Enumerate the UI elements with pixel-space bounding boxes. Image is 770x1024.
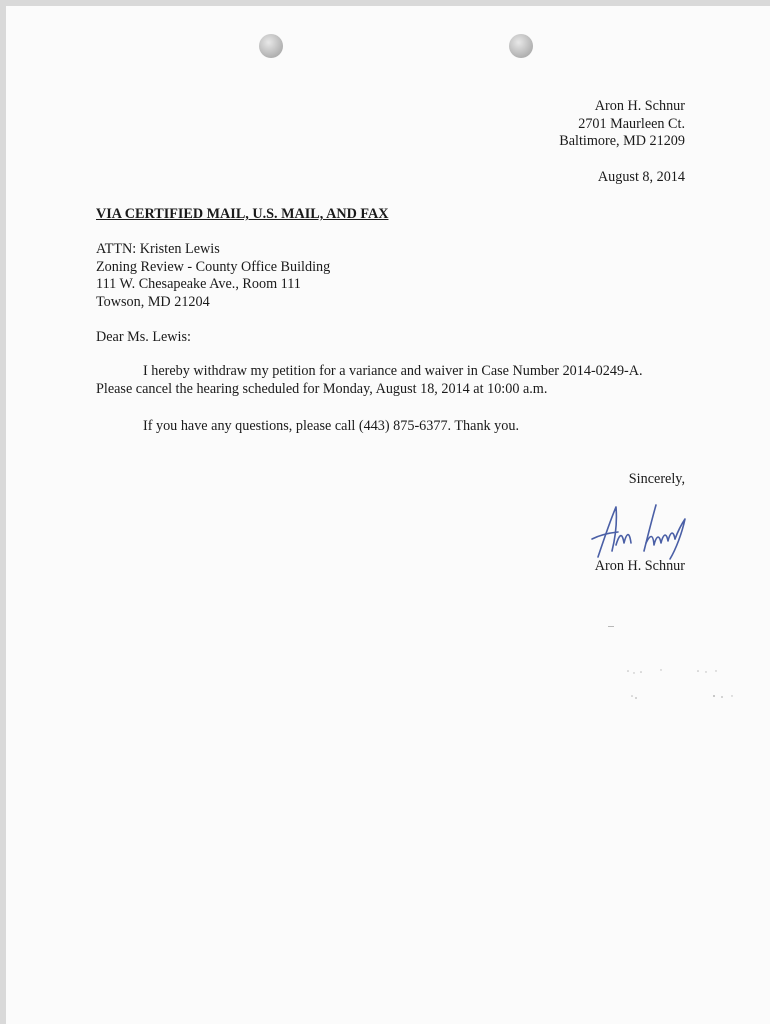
recipient-office: Zoning Review - County Office Building bbox=[96, 258, 331, 275]
signer-name: Aron H. Schnur bbox=[594, 558, 685, 574]
letter-page bbox=[6, 6, 770, 1024]
recipient-address bbox=[96, 241, 330, 311]
sender-city: Baltimore, MD 21209 bbox=[559, 133, 685, 150]
sender-address bbox=[559, 98, 685, 186]
sender-street: 2701 Maurleen Ct. bbox=[578, 115, 685, 132]
delivery-heading: VIA CERTIFIED MAIL, U.S. MAIL, AND FAX bbox=[96, 206, 389, 222]
handwritten-signature bbox=[586, 499, 696, 561]
recipient-attn: ATTN: Kristen Lewis bbox=[96, 241, 220, 257]
recipient-street: 111 W. Chesapeake Ave., Room 111 bbox=[96, 276, 301, 293]
punch-hole-left bbox=[259, 34, 283, 58]
body-paragraph-2: If you have any questions, please call (443) 875-6377. Thank you. bbox=[143, 418, 520, 434]
letter-date: August 8, 2014 bbox=[597, 168, 685, 185]
salutation: Dear Ms. Lewis: bbox=[96, 329, 191, 345]
closing: Sincerely, bbox=[628, 471, 685, 487]
sender-name: Aron H. Schnur bbox=[594, 98, 685, 114]
body-paragraph-1-line-2: Please cancel the hearing scheduled for Monday, August 18, 2014 at 10:00 a.m. bbox=[96, 380, 548, 397]
recipient-city: Towson, MD 21204 bbox=[96, 293, 210, 310]
body-paragraph-1-line-1: I hereby withdraw my petition for a variance and waiver in Case Number 2014-0249-A. bbox=[143, 363, 643, 379]
punch-hole-right bbox=[509, 34, 533, 58]
scan-specks bbox=[606, 616, 746, 706]
body-paragraph-1 bbox=[96, 363, 643, 398]
